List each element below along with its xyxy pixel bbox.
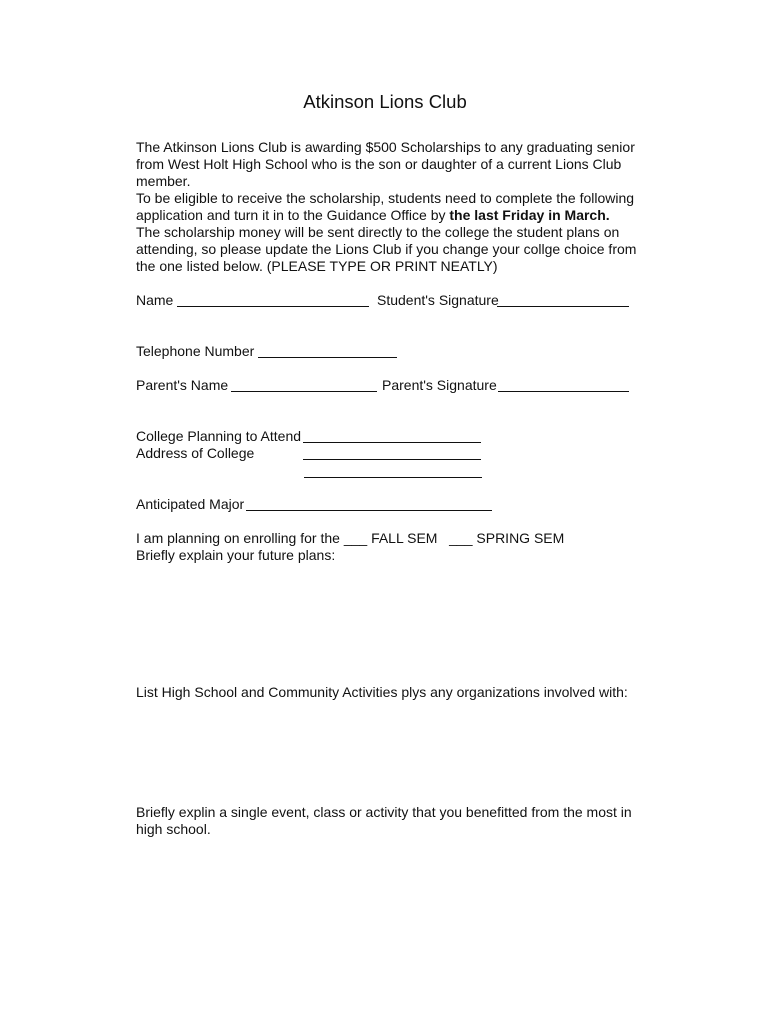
event-row-1 [136, 804, 632, 821]
fall-checkbox[interactable]: ___ [343, 530, 368, 546]
name-field[interactable] [177, 306, 369, 307]
telephone-row [136, 343, 254, 360]
parents-name-row [136, 377, 228, 394]
intro-line: member. [136, 173, 191, 189]
parents-signature-row [382, 377, 497, 394]
parents-name-label: Parent's Name [136, 377, 229, 393]
intro-line: the one listed below. (PLEASE TYPE OR PRINT NEATLY) [136, 258, 498, 274]
parents-name-field[interactable] [231, 391, 377, 392]
event-row-2 [136, 821, 211, 838]
intro-line: from West Holt High School who is the son or daughter of a current Lions Club [136, 156, 622, 172]
student-signature-field[interactable] [497, 306, 629, 307]
intro-line-text: application and turn it in to the Guidance Office by [136, 207, 450, 223]
spring-label: SPRING SEM [476, 530, 565, 546]
major-field[interactable] [246, 510, 492, 511]
major-label: Anticipated Major [136, 496, 245, 512]
student-signature-row [377, 292, 499, 309]
major-row [136, 496, 244, 513]
enroll-row [136, 530, 564, 547]
activities-row [136, 684, 628, 701]
future-plans-row [136, 547, 335, 564]
college-field[interactable] [303, 442, 481, 443]
name-label: Name [136, 292, 174, 308]
deadline-text: the last Friday in March. [449, 207, 610, 223]
college-label: College Planning to Attend [136, 428, 302, 444]
event-label: Briefly explin a single event, class or activity that you benefitted from the most in [136, 804, 632, 820]
intro-line [136, 207, 646, 224]
future-plans-label: Briefly explain your future plans: [136, 547, 336, 563]
intro-paragraph [136, 139, 646, 275]
enroll-prefix: I am planning on enrolling for the [136, 530, 340, 546]
fall-label: FALL SEM [371, 530, 438, 546]
college-address-row [136, 445, 254, 462]
telephone-field[interactable] [258, 357, 397, 358]
name-row [136, 292, 173, 309]
intro-line: To be eligible to receive the scholarship, students need to complete the following [136, 190, 635, 206]
parents-signature-label: Parent's Signature [382, 377, 497, 393]
student-signature-label: Student's Signature [377, 292, 499, 308]
college-row [136, 428, 301, 445]
intro-line: attending, so please update the Lions Club if you change your collge choice from [136, 241, 637, 257]
spring-checkbox[interactable]: ___ [449, 530, 473, 546]
college-address-field[interactable] [303, 459, 481, 460]
intro-line: The Atkinson Lions Club is awarding $500 Scholarships to any graduating senior [136, 139, 635, 155]
activities-label: List High School and Community Activities plys any organizations involved with: [136, 684, 628, 700]
telephone-label: Telephone Number [136, 343, 255, 359]
intro-line: The scholarship money will be sent directly to the college the student plans on [136, 224, 620, 240]
page-title: Atkinson Lions Club [303, 91, 467, 112]
event-label-2: high school. [136, 821, 211, 837]
college-address-label: Address of College [136, 445, 255, 461]
parents-signature-field[interactable] [498, 391, 629, 392]
college-address-field-2[interactable] [304, 477, 482, 478]
